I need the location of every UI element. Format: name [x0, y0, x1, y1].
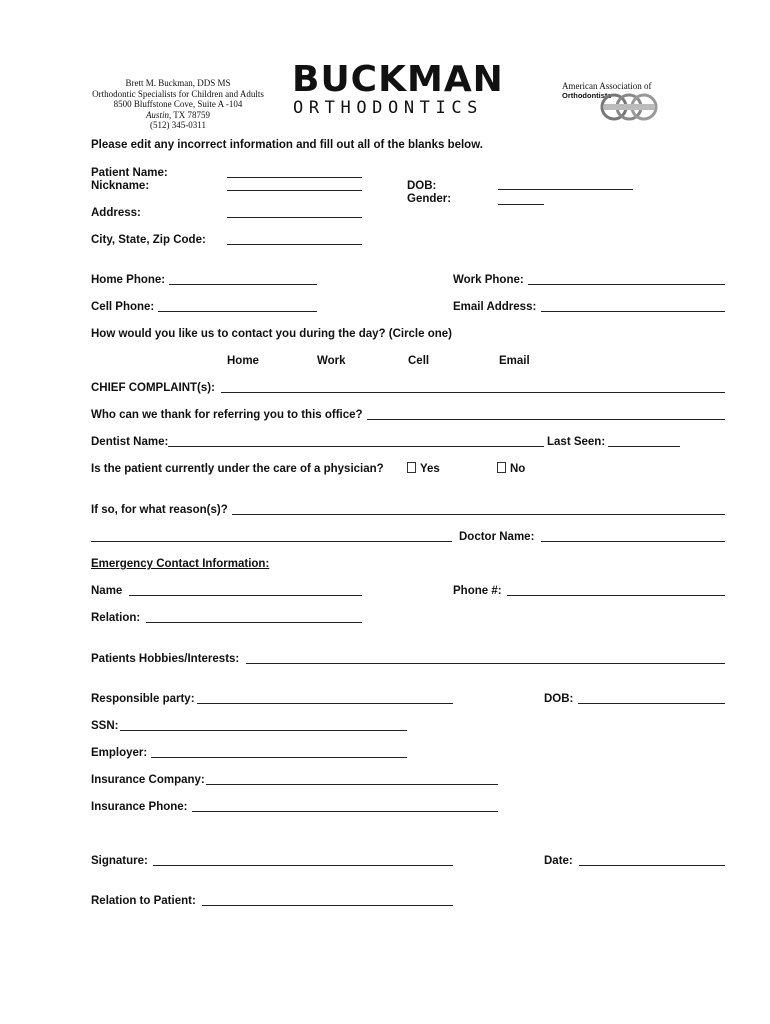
- no-checkbox[interactable]: [497, 462, 506, 473]
- patient-name-label: Patient Name:: [91, 167, 168, 179]
- employer-label: Employer:: [91, 747, 148, 759]
- relation-to-patient-label: Relation to Patient:: [91, 895, 196, 907]
- city-state-zip-field[interactable]: [227, 244, 362, 245]
- nickname-label: Nickname:: [91, 180, 150, 192]
- yes-checkbox[interactable]: [407, 462, 416, 473]
- yes-label: Yes: [420, 463, 440, 475]
- if-so-reason-label: If so, for what reason(s)?: [91, 504, 228, 516]
- gender-field[interactable]: [498, 204, 544, 205]
- emergency-name-label: Name: [91, 585, 123, 597]
- gender-label: Gender:: [407, 193, 452, 205]
- dentist-name-field[interactable]: [168, 446, 544, 447]
- contact-option-work[interactable]: Work: [317, 355, 346, 367]
- relation-label: Relation:: [91, 612, 141, 624]
- work-phone-field[interactable]: [528, 284, 725, 285]
- referral-label: Who can we thank for referring you to this office?: [91, 409, 363, 421]
- contact-option-email[interactable]: Email: [499, 355, 530, 367]
- ssn-field[interactable]: [120, 730, 407, 731]
- insurance-phone-label: Insurance Phone:: [91, 801, 188, 813]
- date-field[interactable]: [579, 865, 725, 866]
- physician-yes-option[interactable]: [407, 462, 440, 476]
- emergency-contact-heading: Emergency Contact Information:: [91, 558, 270, 570]
- doctor-name-label: Doctor Name:: [459, 531, 535, 543]
- emergency-phone-label: Phone #:: [453, 585, 502, 597]
- dob-field[interactable]: [498, 189, 633, 190]
- home-phone-label: Home Phone:: [91, 274, 166, 286]
- email-address-field[interactable]: [541, 311, 725, 312]
- relation-to-patient-field[interactable]: [202, 905, 453, 906]
- cell-phone-field[interactable]: [158, 311, 317, 312]
- nickname-field[interactable]: [227, 190, 362, 191]
- address-label: Address:: [91, 207, 141, 219]
- practice-address-block: [78, 78, 278, 131]
- contact-option-cell[interactable]: Cell: [408, 355, 430, 367]
- address-field[interactable]: [227, 217, 362, 218]
- insurance-company-label: Insurance Company:: [91, 774, 205, 786]
- last-seen-field[interactable]: [608, 446, 680, 447]
- city-state-zip-label: City, State, Zip Code:: [91, 234, 206, 246]
- cell-phone-label: Cell Phone:: [91, 301, 155, 313]
- responsible-dob-field[interactable]: [578, 703, 725, 704]
- hobbies-label: Patients Hobbies/Interests:: [91, 653, 240, 665]
- practice-state-zip: , TX 78759: [168, 109, 211, 120]
- emergency-name-field[interactable]: [129, 595, 362, 596]
- chief-complaint-label: CHIEF COMPLAINT(s):: [91, 382, 215, 394]
- email-address-label: Email Address:: [453, 301, 537, 313]
- signature-field[interactable]: [153, 865, 453, 866]
- insurance-company-field[interactable]: [206, 784, 498, 785]
- physician-no-option[interactable]: [497, 462, 525, 476]
- doctor-name-field[interactable]: [541, 541, 725, 542]
- ssn-label: SSN:: [91, 720, 119, 732]
- practice-street: 8500 Bluffstone Cove, Suite A -104: [113, 99, 243, 109]
- insurance-phone-field[interactable]: [192, 811, 498, 812]
- contact-option-home[interactable]: Home: [227, 355, 259, 367]
- aao-line2: Orthodontists: [562, 91, 612, 100]
- practice-city: [78, 110, 278, 121]
- employer-field[interactable]: [151, 757, 407, 758]
- responsible-dob-label: DOB:: [544, 693, 574, 705]
- doctor-name: Brett M. Buckman, DDS MS: [125, 78, 231, 88]
- aao-line1: American Association of: [562, 81, 652, 91]
- dentist-name-label: Dentist Name:: [91, 436, 169, 448]
- reason-continued-field[interactable]: [91, 541, 452, 542]
- home-phone-field[interactable]: [169, 284, 317, 285]
- practice-specialty: Orthodontic Specialists for Children and Adults: [92, 88, 264, 99]
- contact-question: How would you like us to contact you during the day? (Circle one): [91, 328, 452, 340]
- no-label: No: [510, 463, 526, 475]
- date-label: Date:: [544, 855, 573, 867]
- referral-field[interactable]: [367, 419, 725, 420]
- practice-phone: (512) 345-0311: [150, 120, 206, 130]
- emergency-phone-field[interactable]: [507, 595, 725, 596]
- last-seen-label: Last Seen:: [547, 436, 606, 448]
- logo-buckman: BUCKMAN: [292, 59, 504, 100]
- physician-question: Is the patient currently under the care of a physician?: [91, 463, 384, 475]
- logo-orthodontics: ORTHODONTICS: [293, 98, 484, 118]
- dob-label: DOB:: [407, 180, 437, 192]
- aao-emblem-icon: [600, 92, 658, 122]
- work-phone-label: Work Phone:: [453, 274, 524, 286]
- hobbies-field[interactable]: [246, 663, 725, 664]
- responsible-party-field[interactable]: [197, 703, 453, 704]
- chief-complaint-field[interactable]: [221, 392, 725, 393]
- if-so-reason-field[interactable]: [232, 514, 725, 515]
- signature-label: Signature:: [91, 855, 148, 867]
- form-instruction: Please edit any incorrect information and fill out all of the blanks below.: [91, 139, 483, 151]
- practice-city-name: Austin: [145, 109, 169, 120]
- relation-field[interactable]: [146, 622, 362, 623]
- patient-name-field[interactable]: [227, 177, 362, 178]
- responsible-party-label: Responsible party:: [91, 693, 195, 705]
